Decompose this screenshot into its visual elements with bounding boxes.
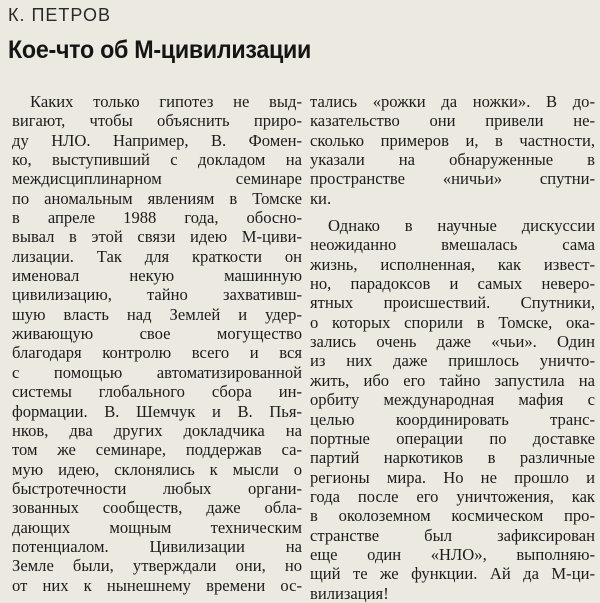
- text-line: мую идею, склонялись к мысли о: [12, 459, 302, 479]
- text-line: живающую свое могущество: [12, 324, 302, 344]
- text-line: шую власть над Землей и удер-: [12, 304, 302, 324]
- text-line: благодаря контролю всего и вся: [12, 343, 302, 363]
- text-line: но, парадоксов и самых неверо-: [310, 274, 595, 294]
- text-line: дающих мощным техническим: [12, 517, 302, 537]
- text-line: формации. В. Шемчук и В. Пья-: [12, 401, 302, 421]
- text-line: еще один «НЛО», выполняю-: [310, 544, 595, 564]
- text-line: вывал в этой связи идею М-циви-: [12, 227, 302, 247]
- text-line: вигают, чтобы объяснить приро-: [12, 111, 302, 131]
- text-line: в апреле 1988 года, обосно-: [12, 208, 302, 228]
- text-line: жить, ибо его тайно запустила на: [310, 370, 595, 390]
- text-line: ятных происшествий. Спутники,: [310, 293, 595, 313]
- text-line: системы глобального сбора ин-: [12, 382, 302, 402]
- text-line: с помощью автоматизированной: [12, 362, 302, 382]
- paragraph-gap: [310, 208, 595, 216]
- text-line: щий те же функции. Ай да М-ци-: [310, 564, 595, 584]
- text-line: о которых спорили в Томске, ока-: [310, 312, 595, 332]
- text-line: жизнь, исполненная, как извест-: [310, 254, 595, 274]
- text-line: ко, выступивший с докладом на: [12, 150, 302, 170]
- text-line: зованных сообществ, даже обла-: [12, 498, 302, 518]
- article-column-right: [310, 92, 595, 603]
- text-line: Земле были, утверждали они, но: [12, 556, 302, 576]
- text-line: года после его уничтожения, как: [310, 486, 595, 506]
- article-title: Кое-что об М-цивилизации: [8, 36, 312, 64]
- text-line: партий наркотиков в различные: [310, 448, 595, 468]
- text-line: Однако в научные дискуссии: [328, 216, 595, 236]
- text-line: портные операции по доставке: [310, 428, 595, 448]
- text-line: междисциплинарном семинаре: [12, 169, 302, 189]
- text-line: казательство они привели не-: [310, 111, 595, 131]
- text-line: вилизация!: [310, 583, 389, 603]
- text-line: целью координировать транс-: [310, 409, 595, 429]
- text-line: в околоземном космическом про-: [310, 506, 595, 526]
- text-line: неожиданно вмешалась сама: [310, 235, 595, 255]
- text-line: зались очень даже «чьи». Один: [310, 332, 595, 352]
- text-line: сколько примеров и, в частности,: [310, 130, 595, 150]
- text-line: именовал некую машинную: [12, 266, 302, 286]
- text-line: странстве был зафиксирован: [310, 525, 595, 545]
- text-line: от них к нынешнему времени ос-: [12, 575, 302, 595]
- text-line: нков, два других докладчика на: [12, 420, 302, 440]
- text-line: лизации. Так для краткости он: [12, 246, 302, 266]
- text-line: потенциалом. Цивилизации на: [12, 536, 302, 556]
- text-line: ки.: [310, 188, 332, 208]
- text-line: быстротечности любых органи-: [12, 478, 302, 498]
- text-line: по аномальным явлениям в Томске: [12, 188, 302, 208]
- text-line: пространстве «ничьи» спутни-: [310, 169, 595, 189]
- text-line: цивилизацию, тайно захвативш-: [12, 285, 302, 305]
- text-line: регионы мира. Но не прошло и: [310, 467, 595, 487]
- author-name: К. ПЕТРОВ: [8, 5, 112, 25]
- article-column-left: [12, 92, 302, 595]
- text-line: указали на обнаруженные в: [310, 150, 595, 170]
- text-line: Каких только гипотез не выд-: [30, 92, 302, 111]
- text-line: ду НЛО. Например, В. Фомен-: [12, 130, 302, 150]
- text-line: орбиту международная мафия с: [310, 390, 595, 410]
- text-line: тались «рожки да ножки». В до-: [310, 92, 595, 111]
- text-line: том же семинаре, поддержав са-: [12, 440, 302, 460]
- text-line: из них даже пришлось уничто-: [310, 351, 595, 371]
